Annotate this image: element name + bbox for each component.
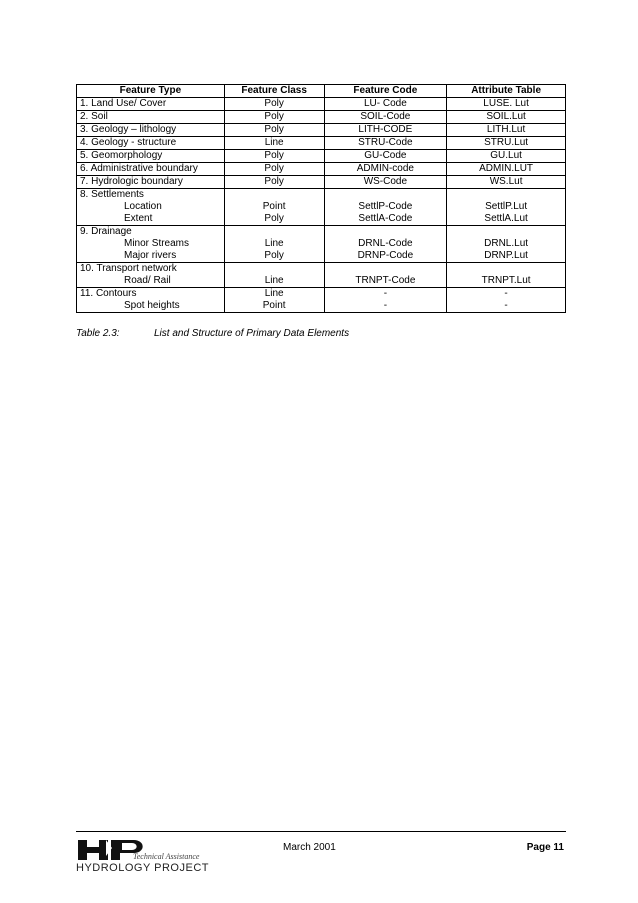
sub-feature-type: Extent xyxy=(124,213,153,224)
cell-feature-class: Poly xyxy=(224,111,324,124)
cell-feature-code: WS-Code xyxy=(324,176,447,189)
caption-text: List and Structure of Primary Data Elements xyxy=(154,328,350,339)
sub-attribute-table: DRNP.Lut xyxy=(484,250,528,261)
cell-feature-code xyxy=(324,226,447,263)
sub-feature-class: Point xyxy=(262,201,286,212)
cell-attribute-table: LUSE. Lut xyxy=(447,98,566,111)
table-row xyxy=(77,176,566,189)
group-title: 8. Settlements xyxy=(80,189,144,200)
cell-feature-class xyxy=(224,263,324,288)
cell-attribute-table xyxy=(447,189,566,226)
cell-attribute-table: STRU.Lut xyxy=(447,137,566,150)
sub-feature-type: Location xyxy=(124,201,162,212)
cell-feature-type: 5. Geomorphology xyxy=(77,150,225,163)
sub-attribute-table: DRNL.Lut xyxy=(484,238,529,249)
cell-feature-code: LU- Code xyxy=(324,98,447,111)
cell-feature-type xyxy=(77,288,225,313)
cell-attribute-table: LITH.Lut xyxy=(447,124,566,137)
cell-feature-type: 2. Soil xyxy=(77,111,225,124)
sub-attribute-table: SettlA.Lut xyxy=(484,213,528,224)
table-row-group-contours xyxy=(77,288,566,313)
cell-attribute-table: GU.Lut xyxy=(447,150,566,163)
cell-feature-type: 4. Geology - structure xyxy=(77,137,225,150)
primary-data-elements-table xyxy=(76,84,566,313)
sub-feature-code: SettlP-Code xyxy=(358,201,413,212)
group-title: 9. Drainage xyxy=(80,226,132,237)
table-row-group-drainage xyxy=(77,226,566,263)
cell-feature-code: GU-Code xyxy=(324,150,447,163)
logo-tagline: Technical Assistance xyxy=(133,852,200,861)
cell-feature-type: 1. Land Use/ Cover xyxy=(77,98,225,111)
sub-attribute-table: - xyxy=(504,300,508,311)
table-row xyxy=(77,163,566,176)
group-title: 10. Transport network xyxy=(80,263,177,274)
footer-page-number: Page 11 xyxy=(526,842,564,853)
cell-feature-class: Poly xyxy=(224,176,324,189)
table-row xyxy=(77,137,566,150)
cell-feature-class: Poly xyxy=(224,150,324,163)
table-row-group-settlements xyxy=(77,189,566,226)
sub-feature-type: Spot heights xyxy=(124,300,180,311)
logo-name: HYDROLOGY PROJECT xyxy=(76,862,209,874)
sub-feature-code: TRNPT-Code xyxy=(355,275,416,286)
cell-feature-code xyxy=(324,263,447,288)
table-row xyxy=(77,111,566,124)
cell-feature-code: SOIL-Code xyxy=(324,111,447,124)
cell-attribute-table: ADMIN.LUT xyxy=(447,163,566,176)
cell-attribute-table xyxy=(447,263,566,288)
cell-feature-code xyxy=(324,288,447,313)
sub-feature-class: Poly xyxy=(264,250,284,261)
table-caption xyxy=(76,328,349,339)
sub-feature-class: Point xyxy=(262,300,286,311)
cell-feature-class: Poly xyxy=(224,124,324,137)
cell-feature-code: LITH-CODE xyxy=(324,124,447,137)
table-row-group-transport xyxy=(77,263,566,288)
sub-feature-class: Line xyxy=(264,275,284,286)
cell-feature-type xyxy=(77,189,225,226)
cell-feature-class xyxy=(224,226,324,263)
group-feature-class: Line xyxy=(264,288,284,299)
cell-feature-type: 3. Geology – lithology xyxy=(77,124,225,137)
sub-feature-code: - xyxy=(383,300,388,311)
sub-feature-type: Minor Streams xyxy=(124,238,190,249)
cell-feature-class: Poly xyxy=(224,98,324,111)
sub-attribute-table: TRNPT.Lut xyxy=(481,275,531,286)
cell-feature-type: 6. Administrative boundary xyxy=(77,163,225,176)
cell-feature-class xyxy=(224,288,324,313)
cell-feature-class: Poly xyxy=(224,163,324,176)
cell-feature-type: 7. Hydrologic boundary xyxy=(77,176,225,189)
footer-divider xyxy=(76,831,566,832)
table-row xyxy=(77,150,566,163)
header-feature-class: Feature Class xyxy=(224,85,324,98)
group-feature-code: - xyxy=(383,288,388,299)
cell-feature-code xyxy=(324,189,447,226)
header-feature-type: Feature Type xyxy=(77,85,225,98)
cell-feature-type xyxy=(77,226,225,263)
header-attribute-table: Attribute Table xyxy=(447,85,566,98)
group-title: 11. Contours xyxy=(80,288,137,299)
sub-feature-class: Line xyxy=(264,238,284,249)
sub-feature-code: SettlA-Code xyxy=(358,213,413,224)
footer-date: March 2001 xyxy=(283,842,336,853)
sub-feature-class: Poly xyxy=(264,213,284,224)
cell-feature-code: ADMIN-code xyxy=(324,163,447,176)
cell-feature-code: STRU-Code xyxy=(324,137,447,150)
sub-feature-code: DRNL-Code xyxy=(358,238,413,249)
table-header-row xyxy=(77,85,566,98)
group-attribute-table: - xyxy=(504,288,508,299)
cell-attribute-table: SOIL.Lut xyxy=(447,111,566,124)
cell-feature-class: Line xyxy=(224,137,324,150)
cell-feature-type xyxy=(77,263,225,288)
caption-label: Table 2.3: xyxy=(76,328,120,339)
sub-feature-type: Major rivers xyxy=(124,250,177,261)
cell-feature-class xyxy=(224,189,324,226)
sub-attribute-table: SettlP.Lut xyxy=(485,201,528,212)
cell-attribute-table xyxy=(447,226,566,263)
sub-feature-code: DRNP-Code xyxy=(357,250,414,261)
table-row xyxy=(77,98,566,111)
cell-attribute-table: WS.Lut xyxy=(447,176,566,189)
cell-attribute-table xyxy=(447,288,566,313)
table-row xyxy=(77,124,566,137)
sub-feature-type: Road/ Rail xyxy=(124,275,171,286)
header-feature-code: Feature Code xyxy=(324,85,447,98)
